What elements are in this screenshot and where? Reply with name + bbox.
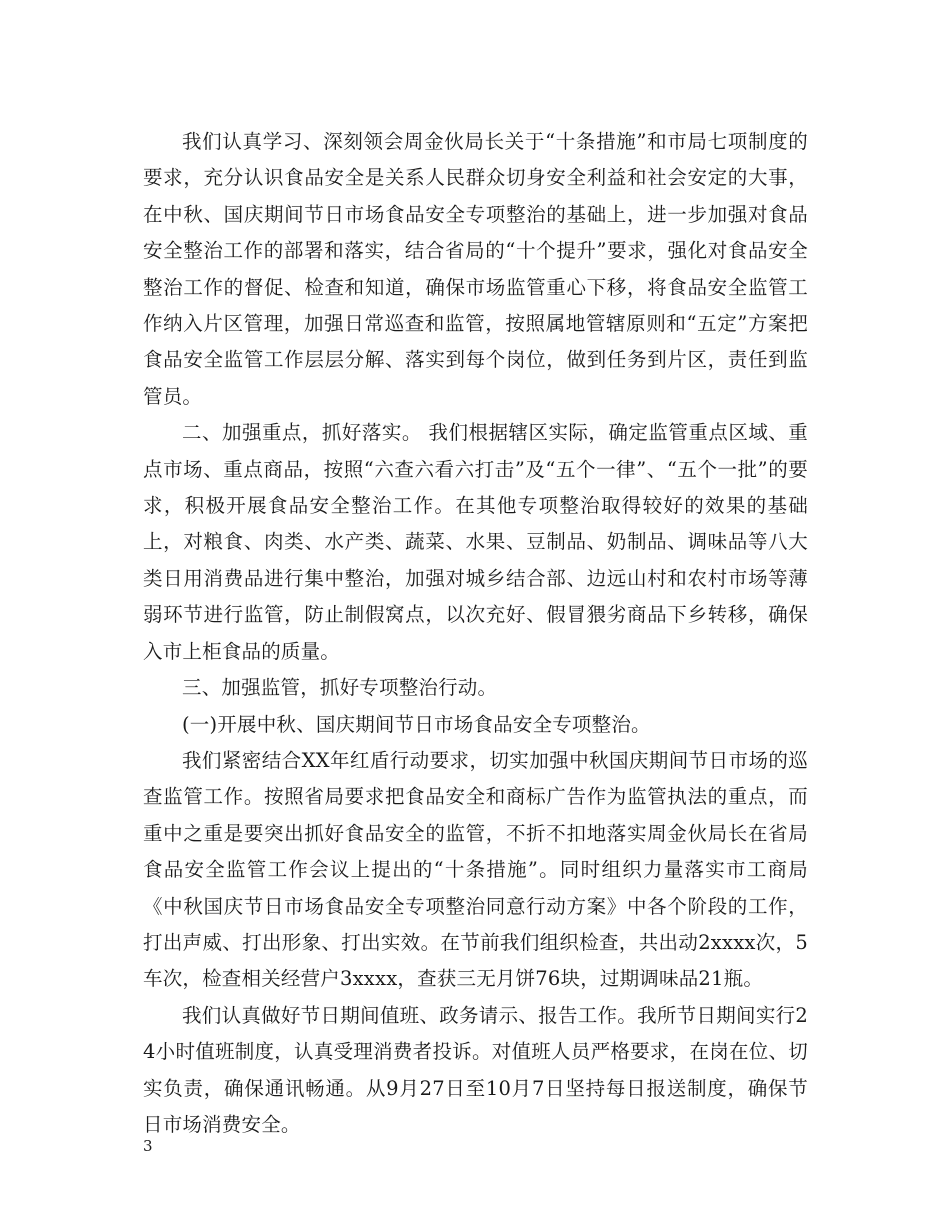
paragraph-holiday-duty: 我们认真做好节日期间值班、政务请示、报告工作。我所节日期间实行24小时值班制度，认真受理消费者投诉。对值班人员严格要求，在岗在位、切实负责，确保通讯畅通。从9月27日至10月7日坚持每日报送制度，确保节日市场消费安全。	[143, 1003, 808, 1136]
paragraph-food-safety-study: 我们认真学习、深刻领会周金伙局长关于“十条措施”和市局七项制度的要求，充分认识食品安全是关系人民群众切身安全利益和社会安定的大事，在中秋、国庆期间节日市场食品安全专项整治的基础上，进一步加强对食品安全整治工作的部署和落实，结合省局的“十个提升”要求，强化对食品安全整治工作的督促、检查和知道，确保市场监管重心下移，将食品安全监管工作纳入片区管理，加强日常巡查和监管，按照属地管辖原则和“五定”方案把食品安全监管工作层层分解、落实到每个岗位，做到任务到片区，责任到监管员。	[143, 130, 808, 408]
paragraph-subsection-one-heading: (一)开展中秋、国庆期间节日市场食品安全专项整治。	[182, 712, 651, 736]
page-number: 3	[143, 1137, 153, 1155]
paragraph-strengthen-key-points: 二、加强重点，抓好落实。 我们根据辖区实际，确定监管重点区域、重点市场、重点商品，按照“六查六看六打击”及“五个一律”、“五个一批”的要求，积极开展食品安全整治工作。在其他专项整治取得较好的效果的基础上，对粮食、肉类、水产类、蔬菜、水果、豆制品、奶制品、调味品等八大类日用消费品进行集中整治，加强对城乡结合部、边远山村和农村市场等薄弱环节进行监管，防止制假窝点，以次充好、假冒猥劣商品下乡转移，确保入市上柜食品的质量。	[143, 421, 808, 663]
paragraph-red-shield-action: 我们紧密结合XX年红盾行动要求，切实加强中秋国庆期间节日市场的巡查监管工作。按照省局要求把食品安全和商标广告作为监管执法的重点，而重中之重是要突出抓好食品安全的监管，不折不扣地落实周金伙局长在省局食品安全监管工作会议上提出的“十条措施”。同时组织力量落实市工商局《中秋国庆节日市场食品安全专项整治同意行动方案》中各个阶段的工作，打出声威、打出形象、打出实效。在节前我们组织检查，共出动2xxxx次，5车次，检查相关经营户3xxxx，查获三无月饼76块，过期调味品21瓶。	[143, 748, 808, 991]
document-body	[143, 124, 808, 1143]
paragraph-section-three-heading: 三、加强监管，抓好专项整治行动。	[182, 676, 498, 700]
